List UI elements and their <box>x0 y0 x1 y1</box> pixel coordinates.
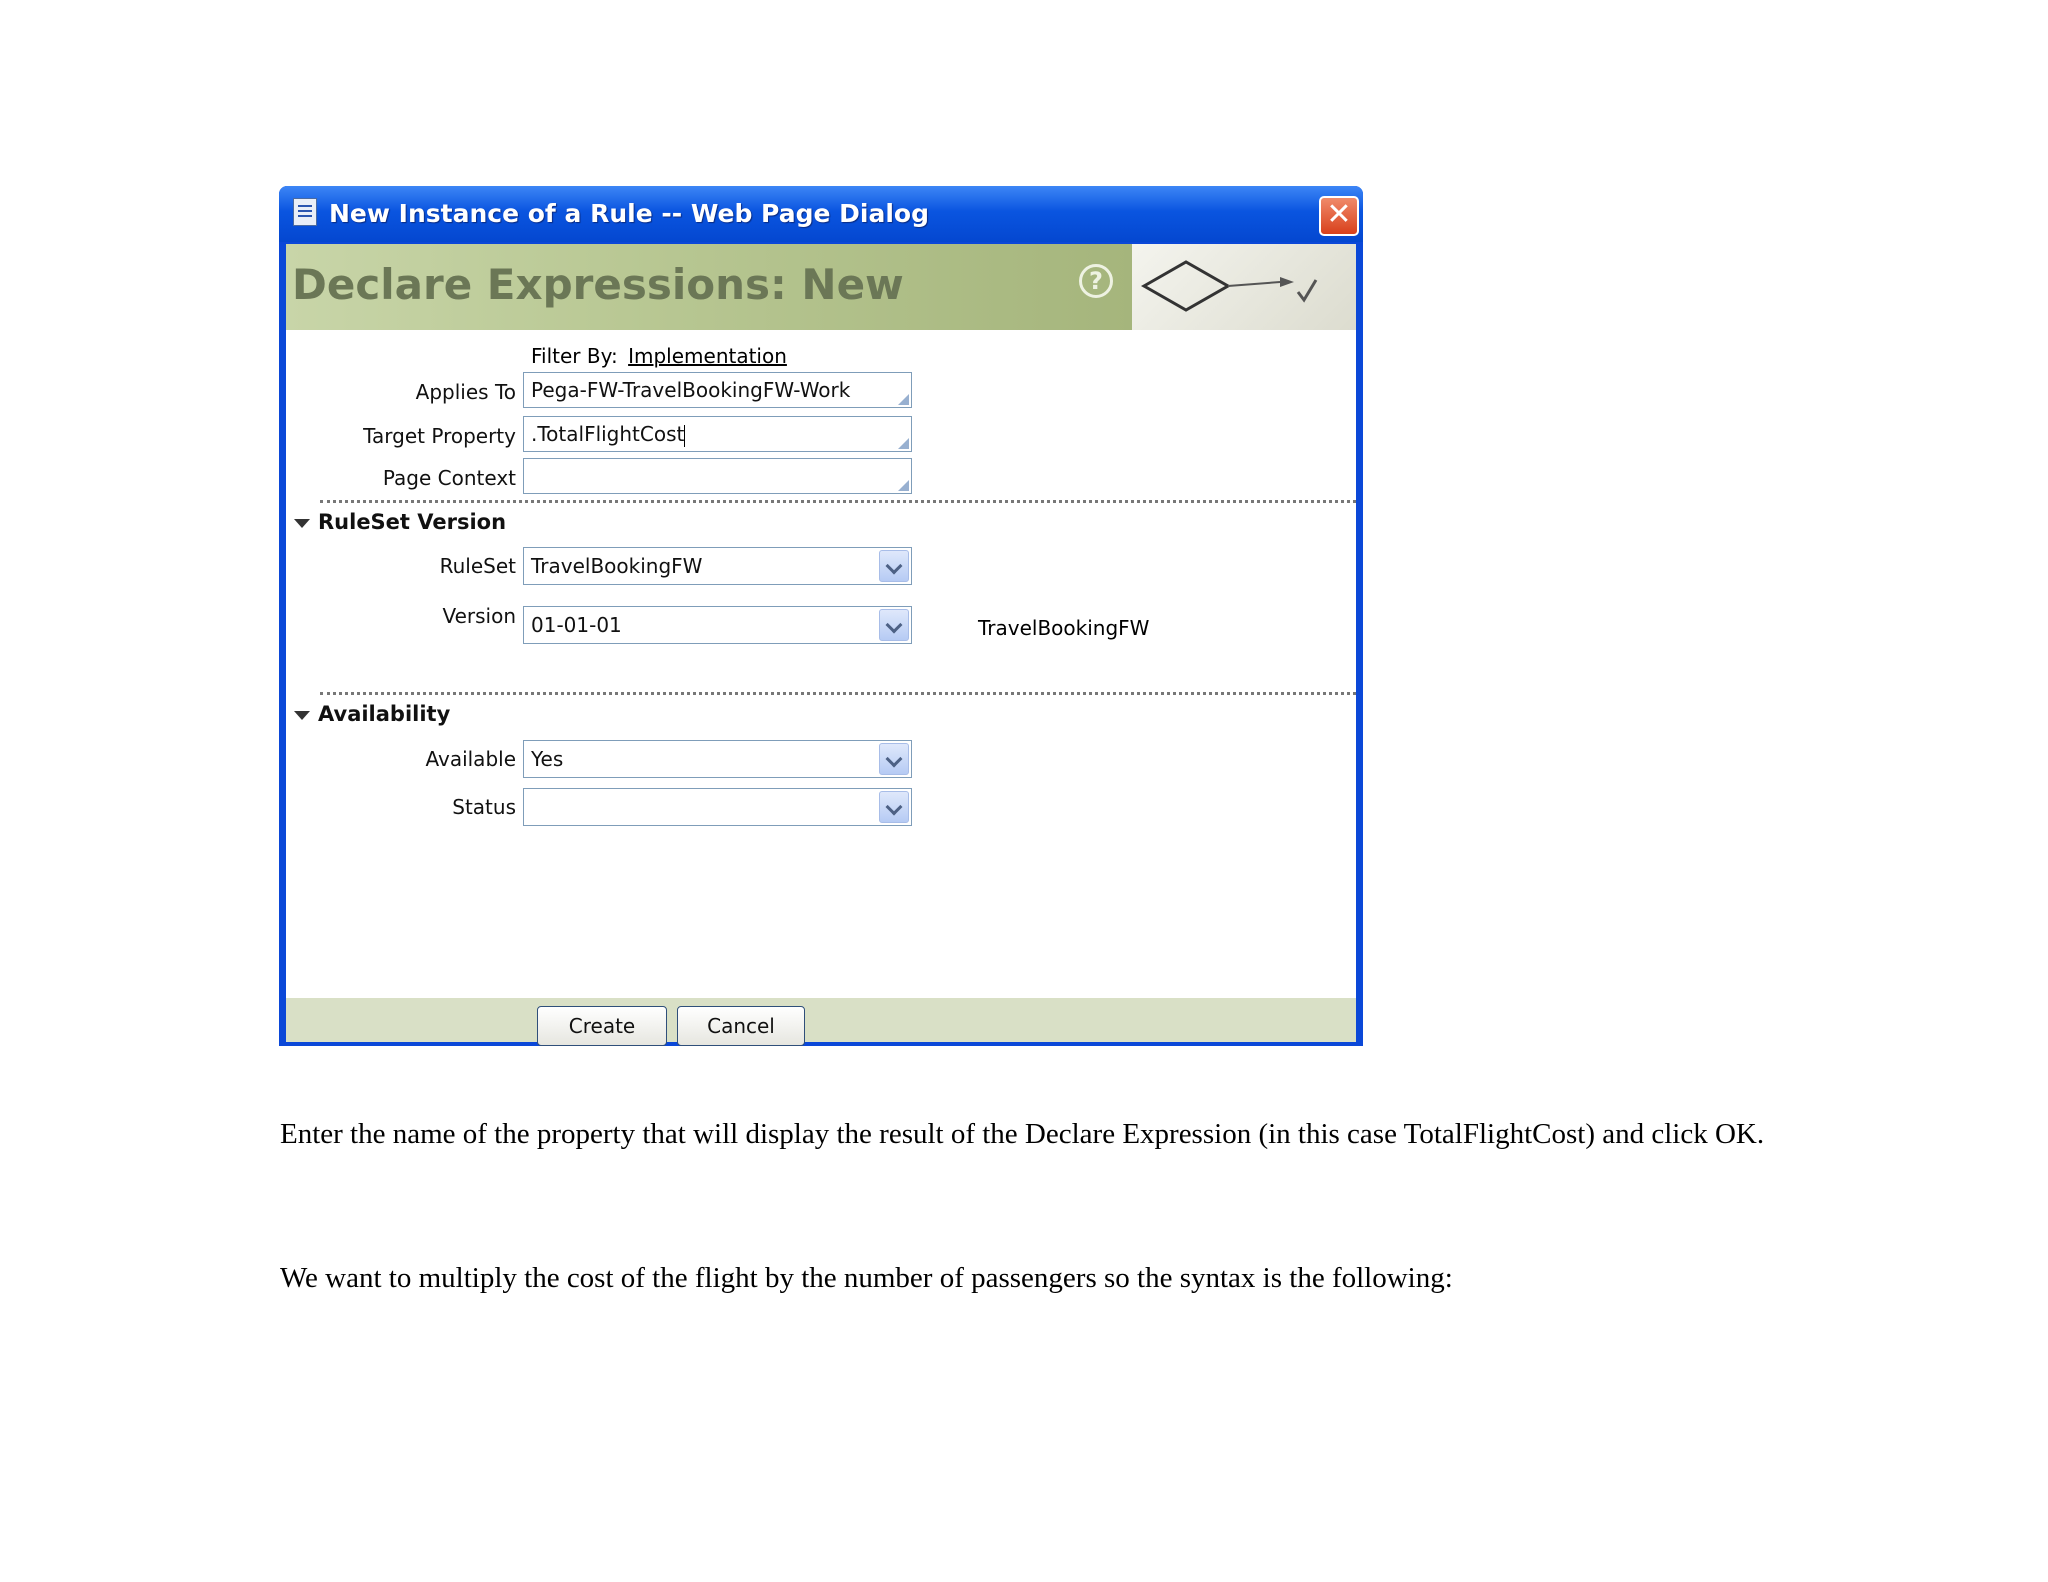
ruleset-version-heading: RuleSet Version <box>318 510 507 534</box>
rule-header-band <box>286 244 1132 330</box>
version-ruleset-note: TravelBookingFW <box>978 616 1150 640</box>
instruction-paragraph-1: Enter the name of the property that will display the result of the Declare Expression (in this case TotalFlightCost) and click OK. <box>280 1118 1765 1150</box>
text-cursor <box>684 425 685 447</box>
ruleset-label: RuleSet <box>439 554 516 578</box>
target-property-field[interactable] <box>523 416 912 452</box>
dialog-client-area <box>286 244 1356 1042</box>
dialog-footer <box>286 998 1356 1042</box>
help-icon[interactable]: ? <box>1079 264 1113 298</box>
dialog-title: New Instance of a Rule -- Web Page Dialog <box>329 199 929 228</box>
close-button[interactable]: ✕ <box>1319 196 1359 236</box>
filter-by-label: Filter By: <box>531 344 618 368</box>
available-label: Available <box>425 747 516 771</box>
available-select[interactable] <box>523 740 912 778</box>
resize-grip-icon <box>898 480 909 491</box>
dropdown-arrow-icon[interactable] <box>879 743 909 775</box>
target-property-value: .TotalFlightCost <box>531 422 685 446</box>
dropdown-arrow-icon[interactable] <box>879 609 909 641</box>
create-button[interactable]: Create <box>537 1006 667 1046</box>
version-select[interactable] <box>523 606 912 644</box>
rule-dialog-window <box>279 186 1363 1046</box>
flow-diagram-logo-icon <box>1132 244 1356 330</box>
document-icon <box>293 198 317 226</box>
page-title: Declare Expressions: New <box>292 260 904 309</box>
available-value: Yes <box>531 747 564 771</box>
cancel-button[interactable]: Cancel <box>677 1006 805 1046</box>
page-context-field[interactable] <box>523 458 912 494</box>
version-label: Version <box>442 604 516 628</box>
dropdown-arrow-icon[interactable] <box>879 550 909 582</box>
applies-to-field[interactable] <box>523 372 912 408</box>
version-value: 01-01-01 <box>531 613 622 637</box>
ruleset-select[interactable] <box>523 547 912 585</box>
availability-section-toggle[interactable] <box>294 702 450 726</box>
ruleset-version-section-toggle[interactable] <box>294 510 506 534</box>
availability-heading: Availability <box>318 702 451 726</box>
applies-to-label: Applies To <box>415 380 516 404</box>
triangle-down-icon <box>294 711 310 720</box>
target-property-label: Target Property <box>363 424 516 448</box>
section-divider <box>320 500 1356 503</box>
ruleset-value: TravelBookingFW <box>531 554 703 578</box>
dropdown-arrow-icon[interactable] <box>879 791 909 823</box>
page-context-label: Page Context <box>382 466 516 490</box>
instruction-paragraph-2: We want to multiply the cost of the flight by the number of passengers so the syntax is the following: <box>280 1262 1453 1294</box>
filter-by-row <box>531 344 787 368</box>
resize-grip-icon <box>898 438 909 449</box>
status-select[interactable] <box>523 788 912 826</box>
applies-to-value: Pega-FW-TravelBookingFW-Work <box>531 378 851 402</box>
triangle-down-icon <box>294 519 310 528</box>
filter-implementation-link[interactable]: Implementation <box>628 344 787 368</box>
dialog-titlebar[interactable] <box>279 186 1363 242</box>
resize-grip-icon <box>898 394 909 405</box>
section-divider <box>320 692 1356 695</box>
status-label: Status <box>452 795 516 819</box>
